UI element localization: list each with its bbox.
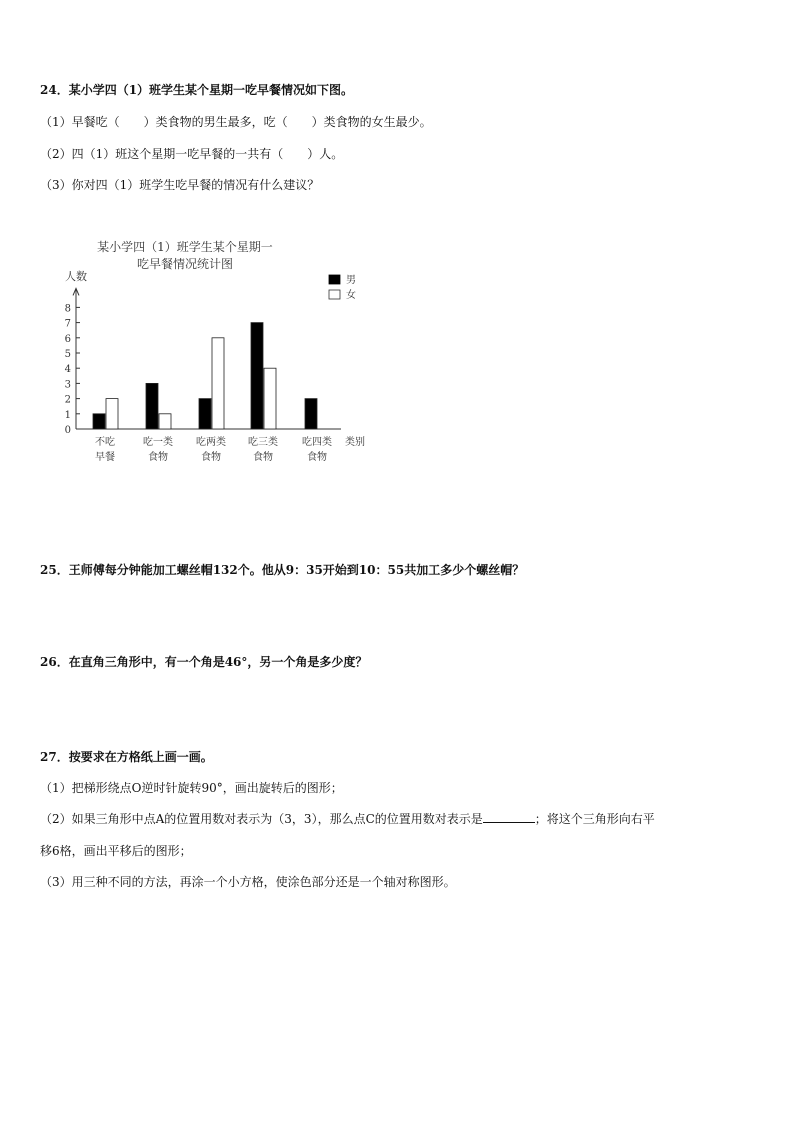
- y-tick-label: 7: [64, 318, 71, 330]
- bar: [199, 399, 211, 429]
- legend-label-female: 女: [346, 290, 356, 301]
- x-tick-label: 吃四类: [302, 437, 332, 448]
- q27-sub2-continued: 移6格，画出平移后的图形；: [40, 844, 192, 858]
- answer-blank[interactable]: [483, 811, 535, 823]
- y-tick-label: 3: [64, 379, 71, 391]
- x-axis-label: 类别: [345, 437, 365, 448]
- q24-sub2: （2）四（1）班这个星期一吃早餐的一共有（ ）人。: [40, 147, 344, 161]
- q24-sub3: （3）你对四（1）班学生吃早餐的情况有什么建议？: [40, 178, 320, 192]
- y-tick-label: 6: [64, 333, 71, 345]
- x-tick-label: 吃两类: [196, 437, 226, 448]
- x-tick-label: 吃三类: [248, 437, 278, 448]
- y-tick-label: 2: [64, 394, 71, 406]
- x-tick-label: 早餐: [95, 452, 115, 463]
- q26-text: 26．在直角三角形中，有一个角是46°，另一个角是多少度？: [40, 655, 368, 669]
- q27-sub2: [40, 811, 655, 827]
- legend-swatch-female: [329, 290, 340, 299]
- legend-swatch-male: [329, 275, 340, 284]
- y-tick-label: 5: [64, 349, 71, 360]
- y-tick-label: 1: [64, 409, 71, 421]
- x-tick-label: 食物: [148, 452, 168, 463]
- chart-title-line2: 吃早餐情况统计图: [136, 257, 234, 271]
- q25-text: 25．王师傅每分钟能加工螺丝帽132个。他从9：35开始到10：55共加工多少个螺丝帽？: [40, 563, 525, 577]
- y-tick-label: 4: [64, 364, 71, 376]
- q27-sub1: （1）把梯形绕点O逆时针旋转90°，画出旋转后的图形；: [40, 781, 343, 795]
- q27-sub2-part2: ；将这个三角形向右平: [534, 812, 655, 826]
- bar: [106, 399, 118, 429]
- breakfast-bar-chart: [58, 235, 378, 475]
- q27-sub3: （3）用三种不同的方法，再涂一个小方格，使涂色部分还是一个轴对称图形。: [40, 875, 456, 889]
- chart-legend: [329, 274, 356, 301]
- q24-sub1: （1）早餐吃（ ）类食物的男生最多，吃（ ）类食物的女生最少。: [40, 115, 432, 129]
- bar: [159, 414, 171, 429]
- bar: [251, 323, 263, 429]
- bar: [146, 383, 158, 429]
- x-tick-label: 食物: [307, 452, 327, 463]
- x-tick-label: 吃一类: [143, 437, 173, 448]
- x-tick-label: 不吃: [95, 437, 115, 448]
- q24-title: 24．某小学四（1）班学生某个星期一吃早餐情况如下图。: [40, 83, 354, 97]
- bar: [93, 414, 105, 429]
- x-tick-label: 食物: [253, 452, 273, 463]
- y-tick-label: 0: [64, 425, 71, 436]
- y-axis-label: 人数: [65, 270, 87, 283]
- bar: [264, 368, 276, 429]
- bar: [212, 338, 224, 429]
- chart-title-line1: 某小学四（1）班学生某个星期一: [97, 240, 273, 254]
- q27-sub2-part1: （2）如果三角形中点A的位置用数对表示为（3，3），那么点C的位置用数对表示是: [40, 812, 483, 826]
- y-tick-label: 8: [64, 303, 71, 315]
- legend-label-male: 男: [346, 275, 356, 286]
- q27-title: 27．按要求在方格纸上画一画。: [40, 750, 213, 764]
- x-tick-label: 食物: [201, 452, 221, 463]
- bar: [305, 399, 317, 429]
